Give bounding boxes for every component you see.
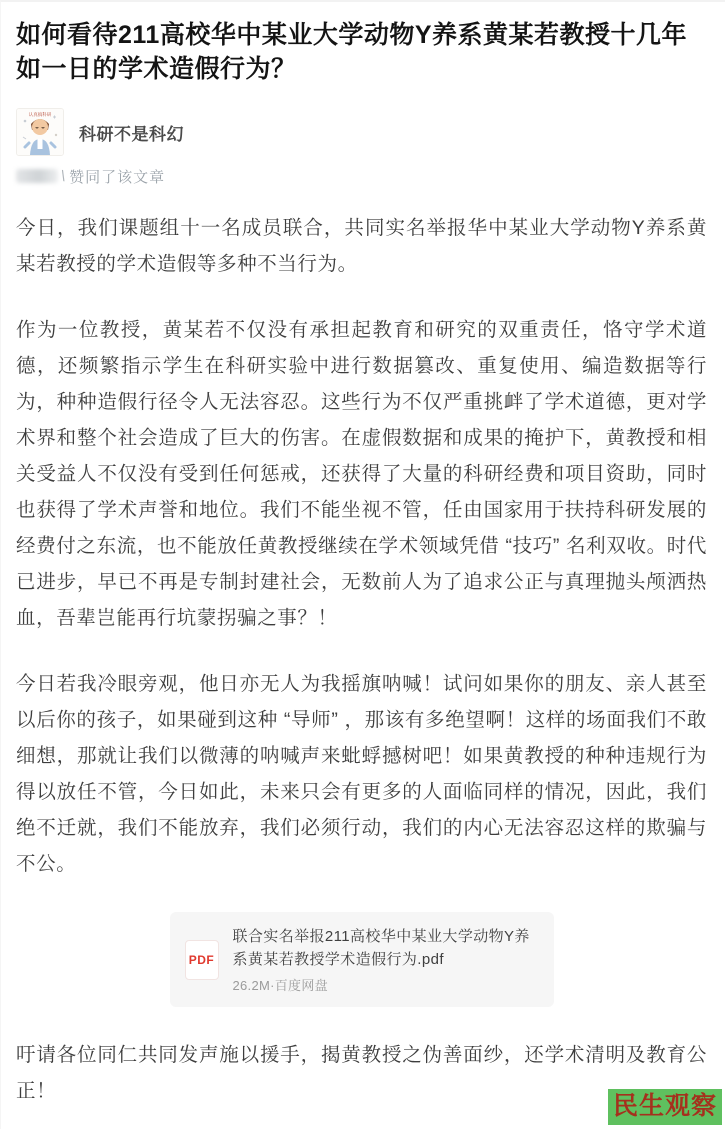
author-row[interactable] <box>16 108 184 156</box>
pdf-attachment-card[interactable] <box>170 912 554 1007</box>
pdf-file-icon: PDF <box>185 940 219 980</box>
cartoon-scientist-avatar-icon <box>17 109 63 155</box>
closing-paragraph: 吁请各位同仁共同发声施以援手，揭黄教授之伪善面纱，还学术清明及教育公正！ <box>16 1044 707 1102</box>
paragraph-2: 作为一位教授，黄某若不仅没有承担起教育和研究的双重责任，恪守学术道德，还频繁指示学生在科研实验中进行数据篡改、重复使用、编造数据等行为，种种造假行径令人无法容忍。这些行为不仅严重挑衅了学术道德，更对学术界和整个社会造成了巨大的伤害。在虚假数据和成果的掩护下，黄教授和相关受益人不仅没有受到任何惩戒，还获得了大量的科研经费和项目资助，同时也获得了学术声誉和地位。我们不能坐视不管，任由国家用于扶持科研发展的经费付之东流，也不能放任黄教授继续在学术领域凭借 “技巧” 名利双收。时代已进步，早已不再是专制封建社会，无数前人为了追求公正与真理抛头颅洒热血，吾辈岂能再行坑蒙拐骗之事？！ <box>16 319 707 629</box>
author-avatar[interactable] <box>16 108 64 156</box>
paragraph-1: 今日，我们课题组十一名成员联合，共同实名举报华中某业大学动物Y养系黄某若教授的学术造假等多种不当行为。 <box>16 217 707 275</box>
paragraph-3: 今日若我冷眼旁观，他日亦无人为我摇旗呐喊！试问如果你的朋友、亲人甚至以后你的孩子，如果碰到这种 “导师” ，那该有多绝望啊！这样的场面我们不敢细想，那就让我们以微薄的呐喊声来蚍蜉撼树吧！如果黄教授的种种违规行为得以放任不管，今日如此，未来只会有更多的人面临同样的情况，因此，我们绝不迁就，我们不能放弃，我们必须行动，我们的内心无法容忍这样的欺骗与不公。 <box>16 673 707 875</box>
upvote-notice <box>16 166 707 186</box>
svg-text:认真搞科研: 认真搞科研 <box>28 112 52 117</box>
watermark: 民生观察 <box>608 1089 722 1125</box>
post-title: 如何看待211高校华中某业大学动物Y养系黄某若教授十几年如一日的学术造假行为？ <box>16 21 688 83</box>
attachment-meta: 26.2M·百度网盘 <box>232 978 328 993</box>
attachment-title[interactable]: 联合实名举报211高校华中某业大学动物Y养系黄某若教授学术造假行为.pdf <box>232 928 530 968</box>
attachment-body <box>233 925 539 994</box>
author-name[interactable]: 科研不是科幻 <box>79 124 184 144</box>
upvote-text: 赞同了该文章 <box>69 168 166 186</box>
redacted-username <box>16 169 58 183</box>
redacted-stroke: \ <box>59 167 67 185</box>
